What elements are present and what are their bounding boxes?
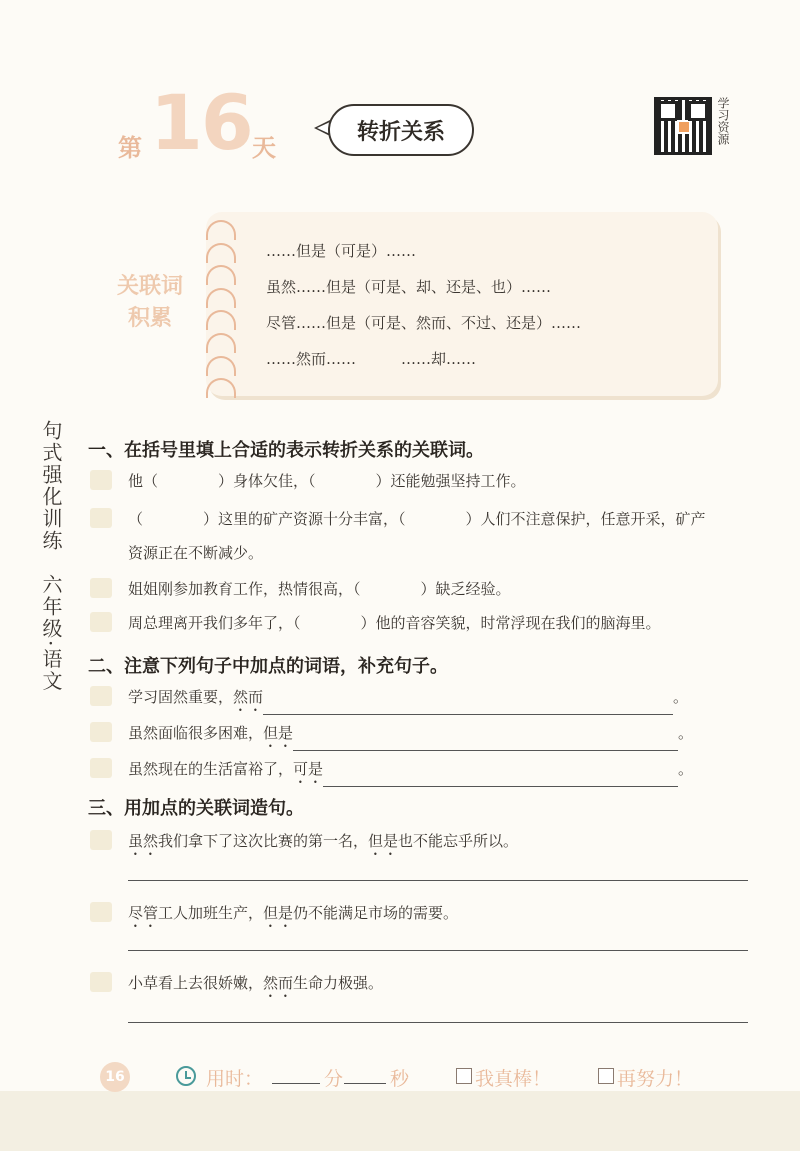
answer-line[interactable] bbox=[128, 1022, 748, 1023]
section-1-title: 一、在括号里填上合适的表示转折关系的关联词。 bbox=[88, 440, 484, 461]
answer-line[interactable] bbox=[128, 880, 748, 881]
day-prefix: 第 bbox=[118, 133, 142, 162]
day-number: 16 bbox=[150, 78, 252, 167]
day-suffix: 天 bbox=[252, 133, 276, 162]
question-number bbox=[90, 972, 112, 992]
answer-line[interactable] bbox=[128, 950, 748, 951]
accumulation-line: 尽管……但是（可是、然而、不过、还是）…… bbox=[266, 314, 582, 332]
s2-q2: 虽然面临很多困难，但是 。 bbox=[128, 722, 693, 751]
seconds-blank[interactable] bbox=[344, 1083, 386, 1084]
try-harder-checkbox[interactable] bbox=[598, 1068, 614, 1084]
s3-q1: 虽然我们拿下了这次比赛的第一名，但是也不能忘乎所以。 bbox=[128, 832, 519, 850]
try-harder-label: 再努力！ bbox=[617, 1068, 694, 1090]
question-number bbox=[90, 470, 112, 490]
s1-q2-cont: 资源正在不断减少。 bbox=[128, 544, 264, 562]
second-label: 秒 bbox=[390, 1068, 410, 1090]
question-number bbox=[90, 578, 112, 598]
topic-bubble: 转折关系 bbox=[328, 104, 474, 156]
answer-blank[interactable] bbox=[323, 771, 678, 787]
qr-label: 学习资源 bbox=[716, 97, 730, 145]
question-number bbox=[90, 508, 112, 528]
binder-rings bbox=[206, 220, 242, 401]
question-number bbox=[90, 758, 112, 778]
minute-label: 分 bbox=[324, 1068, 344, 1090]
question-number bbox=[90, 686, 112, 706]
s1-q1: 他（ ）身体欠佳，（ ）还能勉强坚持工作。 bbox=[128, 472, 526, 490]
qr-logo bbox=[677, 120, 691, 134]
question-number bbox=[90, 902, 112, 922]
minutes-blank[interactable] bbox=[272, 1083, 320, 1084]
page-number: 16 bbox=[100, 1062, 130, 1092]
section-2-title: 二、注意下列句子中加点的词语，补充句子。 bbox=[88, 656, 448, 677]
question-number bbox=[90, 612, 112, 632]
s3-q3: 小草看上去很娇嫩，然而生命力极强。 bbox=[128, 974, 384, 992]
accumulation-label: 关联词 积累 bbox=[116, 273, 183, 331]
answer-blank[interactable] bbox=[293, 735, 678, 751]
s1-q3: 姐姐刚参加教育工作，热情很高，（ ）缺乏经验。 bbox=[128, 580, 511, 598]
clock-icon bbox=[176, 1066, 196, 1086]
s3-q2: 尽管工人加班生产，但是仍不能满足市场的需要。 bbox=[128, 904, 459, 922]
great-checkbox[interactable] bbox=[456, 1068, 472, 1084]
answer-blank[interactable] bbox=[263, 699, 673, 715]
s1-q4: 周总理离开我们多年了，（ ）他的音容笑貌，时常浮现在我们的脑海里。 bbox=[128, 614, 661, 632]
great-label: 我真棒！ bbox=[475, 1068, 552, 1090]
section-3-title: 三、用加点的关联词造句。 bbox=[88, 798, 304, 819]
side-title: 句式强化训练 六年级·语文 bbox=[39, 420, 63, 693]
day-heading bbox=[112, 78, 282, 167]
accumulation-line: 虽然……但是（可是、却、还是、也）…… bbox=[266, 278, 552, 296]
s2-q3: 虽然现在的生活富裕了，可是 。 bbox=[128, 758, 693, 787]
accumulation-line: ……然而…… ……却…… bbox=[266, 350, 477, 368]
question-number bbox=[90, 722, 112, 742]
time-label: 用时： bbox=[206, 1068, 264, 1090]
s1-q2: （ ）这里的矿产资源十分丰富，（ ）人们不注意保护，任意开采，矿产 bbox=[128, 510, 706, 528]
qr-code-icon[interactable] bbox=[654, 97, 712, 155]
accumulation-line: ……但是（可是）…… bbox=[266, 242, 417, 260]
question-number bbox=[90, 830, 112, 850]
s2-q1: 学习固然重要，然而 。 bbox=[128, 686, 688, 715]
bottom-band bbox=[0, 1091, 800, 1151]
